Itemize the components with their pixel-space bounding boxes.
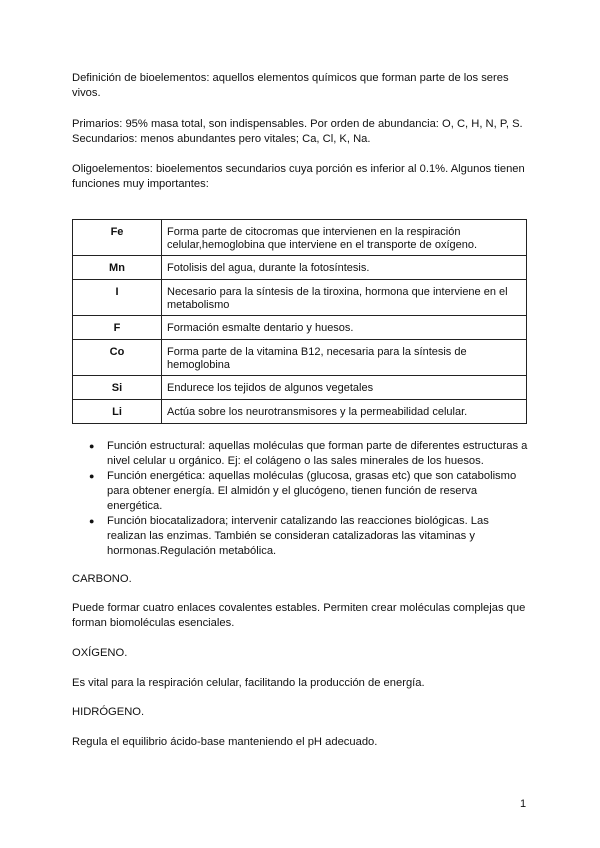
hidrogeno-paragraph: Regula el equilibrio ácido-base manteniendo el pH adecuado. [72,736,378,748]
element-description [162,316,527,340]
oligo-line-1: Oligoelementos: bioelementos secundarios cuya porción es inferior al 0.1%. Algunos tienen [72,163,525,175]
primarios-line: Primarios: 95% masa total, son indispensables. Por orden de abundancia: O, C, H, N, P, S. [72,118,523,130]
list-item-line: Función energética: aquellas moléculas (glucosa, grasas etc) que son catabolismo [107,470,517,482]
element-symbol: I [73,280,162,316]
bullet-icon: ● [89,516,95,526]
table-row [73,280,527,316]
description-line: Actúa sobre los neurotransmisores y la permeabilidad celular. [167,406,468,418]
carbono-line-2: forman biomoléculas esenciales. [72,617,235,629]
oligo-line-2: funciones muy importantes: [72,178,209,190]
element-description [162,376,527,400]
bullet-icon: ● [89,471,95,481]
element-symbol: Si [73,376,162,400]
table-row [73,220,527,256]
oxigeno-paragraph: Es vital para la respiración celular, facilitando la producción de energía. [72,677,425,689]
list-item-line: Función estructural: aquellas moléculas que forman parte de diferentes estructuras a [107,440,528,452]
list-item-line: Función biocatalizadora; intervenir catalizando las reacciones biológicas. Las [107,515,489,527]
element-description [162,400,527,424]
element-symbol: Li [73,400,162,424]
table-row [73,400,527,424]
carbono-paragraph [72,601,532,631]
carbono-heading: CARBONO. [72,573,132,585]
functions-list [72,439,532,559]
element-description [162,340,527,376]
table-row [73,316,527,340]
oxigeno-heading: OXÍGENO. [72,647,128,659]
definition-paragraph [72,71,532,101]
element-symbol: Fe [73,220,162,256]
definition-line-1: Definición de bioelementos: aquellos elementos químicos que forman parte de los seres [72,72,509,84]
oligoelements-table [72,219,527,424]
list-item-line: energética. [107,500,163,512]
element-symbol: F [73,316,162,340]
oligoelementos-paragraph [72,162,532,192]
hidrogeno-heading: HIDRÓGENO. [72,706,145,718]
list-item-line: para obtener energía. El almidón y el glucógeno, tienen función de reserva [107,485,478,497]
page-number: 1 [520,798,527,810]
table-row [73,376,527,400]
list-item-line: realizan las enzimas. También se consideran catalizadoras las vitaminas y [107,530,475,542]
element-symbol: Mn [73,256,162,280]
list-item [72,514,532,559]
element-description [162,220,527,256]
element-symbol: Co [73,340,162,376]
description-line: Forma parte de la vitamina B12, necesaria para la síntesis de [167,346,467,358]
bullet-icon: ● [89,441,95,451]
list-item-line: hormonas.Regulación metabólica. [107,545,277,557]
description-line: Fotolisis del agua, durante la fotosíntesis. [167,262,370,274]
description-line: metabolismo [167,299,230,311]
element-description [162,256,527,280]
description-line: Forma parte de citocromas que intervienen en la respiración [167,226,461,238]
description-line: Formación esmalte dentario y huesos. [167,322,354,334]
description-line: celular,hemoglobina que interviene en el transporte de oxígeno. [167,239,478,251]
definition-line-2: vivos. [72,87,101,99]
primarios-paragraph [72,117,532,147]
carbono-line-1: Puede formar cuatro enlaces covalentes estables. Permiten crear moléculas complejas que [72,602,526,614]
list-item [72,439,532,469]
secundarios-line: Secundarios: menos abundantes pero vitales; Ca, Cl, K, Na. [72,133,371,145]
description-line: hemoglobina [167,359,230,371]
description-line: Endurece los tejidos de algunos vegetales [167,382,374,394]
table-row [73,340,527,376]
element-description [162,280,527,316]
description-line: Necesario para la síntesis de la tiroxina, hormona que interviene en el [167,286,508,298]
list-item-line: nivel celular u orgánico. Ej: el colágeno o las sales minerales de los huesos. [107,455,484,467]
list-item [72,469,532,514]
table-row [73,256,527,280]
